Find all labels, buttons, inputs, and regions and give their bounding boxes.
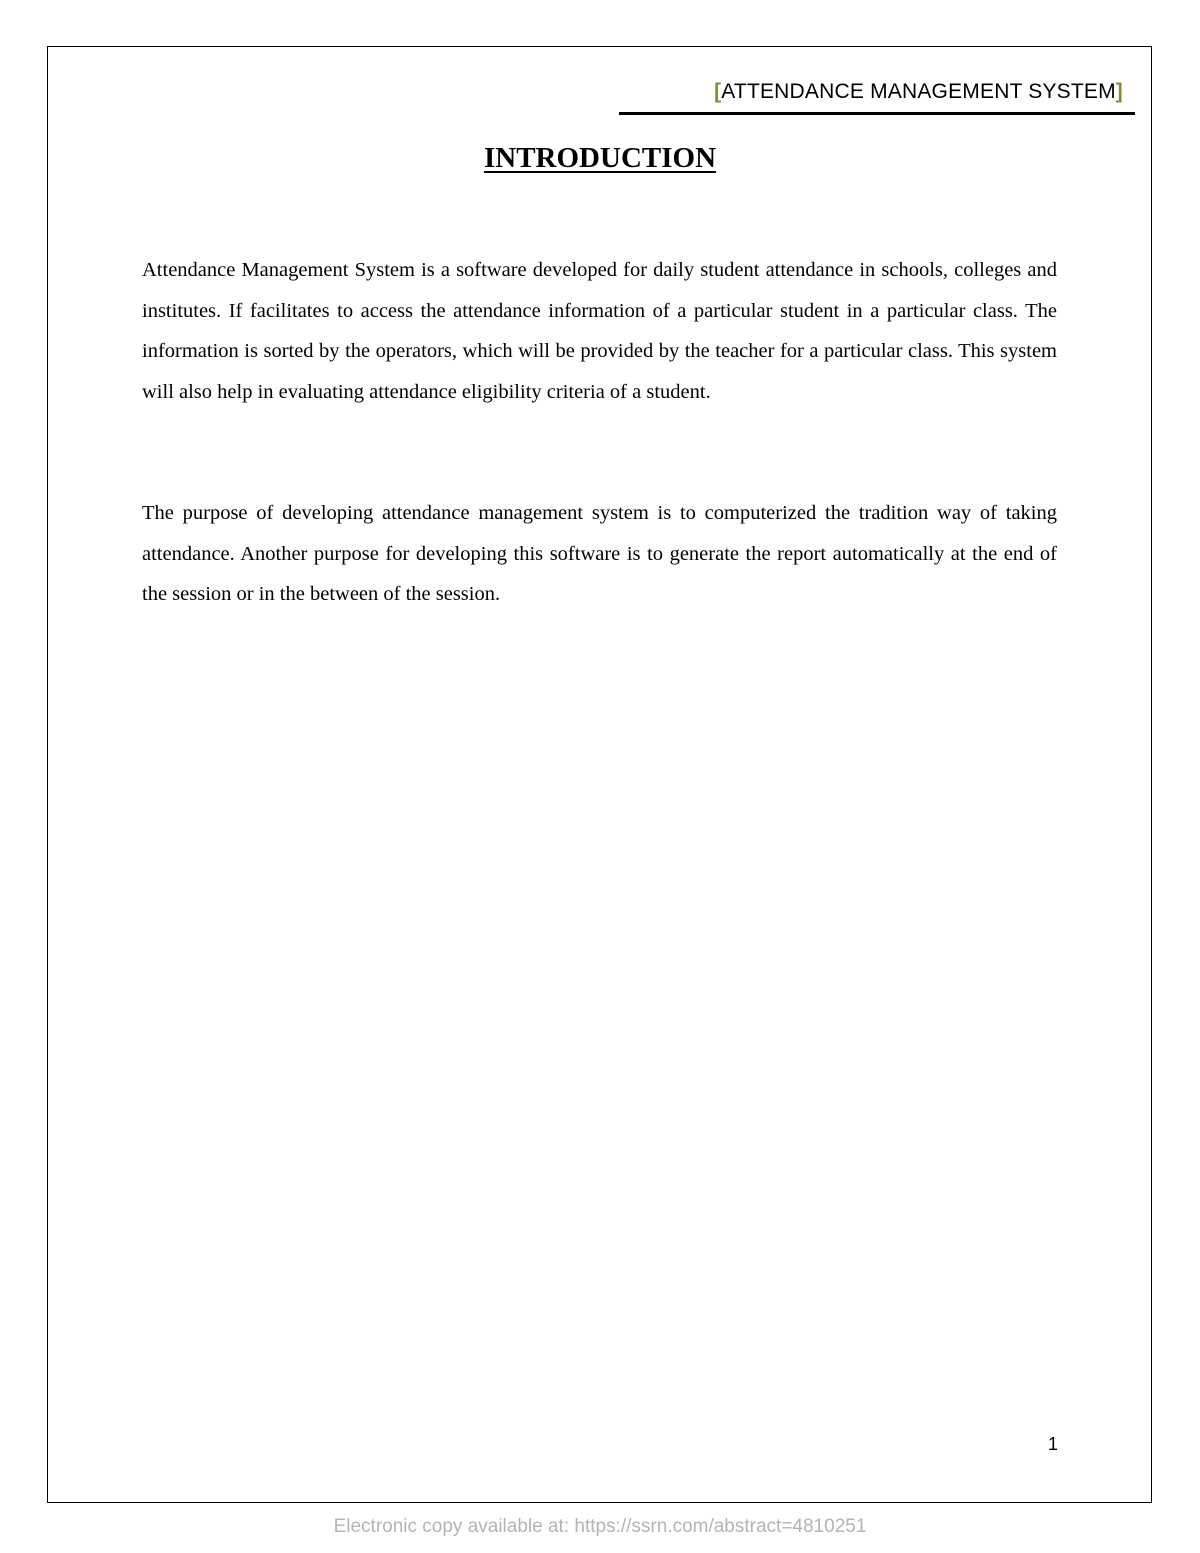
running-header: [714, 80, 1123, 104]
header-bracket-close: ]: [1115, 80, 1123, 103]
intro-paragraph-1: Attendance Management System is a software developed for daily student attendance in schools, colleges and institutes. If facilitates to access the attendance information of a particular student in a particular class. The information is sorted by the operators, which will be provided by the teacher for a particular class. This system will also help in evaluating attendance eligibility criteria of a student.: [142, 259, 1057, 403]
footer-notice: Electronic copy available at: https://ssrn.com/abstract=4810251: [333, 1516, 867, 1537]
page-number: 1: [1047, 1434, 1058, 1454]
header-title: ATTENDANCE MANAGEMENT SYSTEM: [721, 80, 1116, 103]
page-title: INTRODUCTION: [483, 142, 717, 174]
header-rule: [619, 112, 1135, 115]
header-bracket-open: [: [714, 80, 722, 103]
intro-paragraph-2: The purpose of developing attendance management system is to computerized the tradition way of taking attendance. Another purpose for developing this software is to generate the report automatically at the end of the session or in the between of the session.: [142, 502, 1057, 605]
